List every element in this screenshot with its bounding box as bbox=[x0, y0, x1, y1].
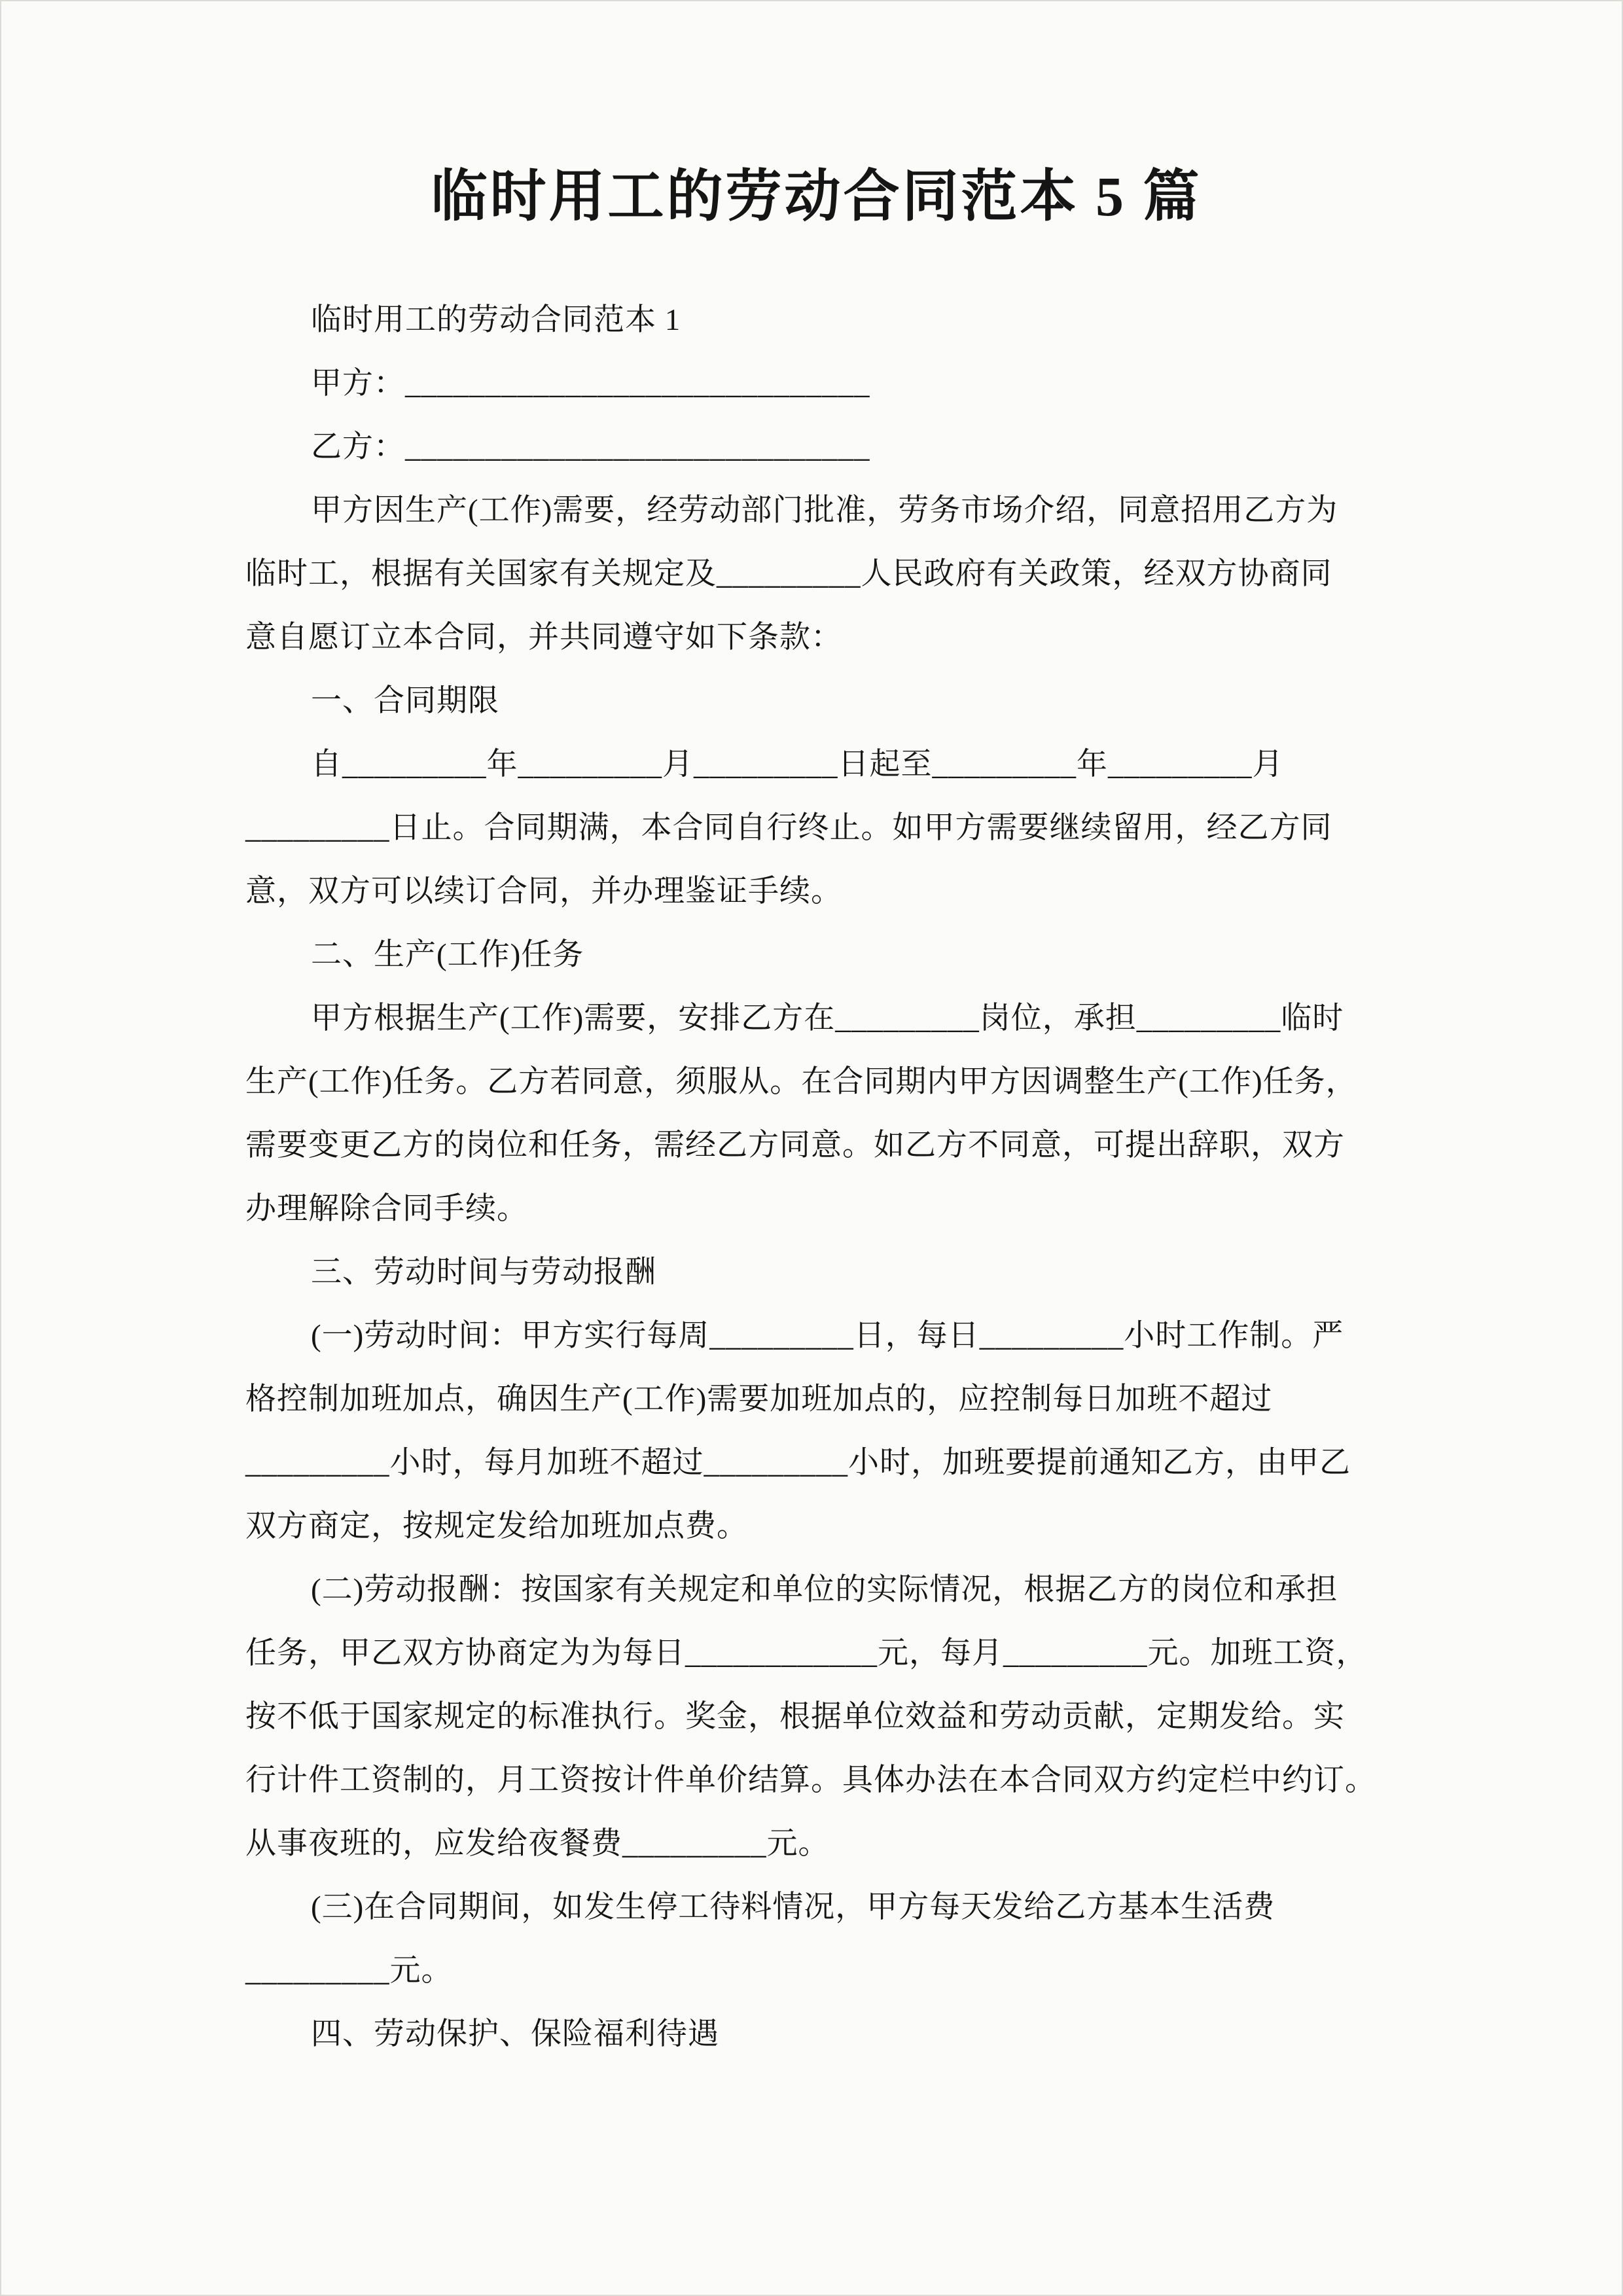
party-b-blank-line: 乙方：_____________________________ bbox=[311, 430, 870, 464]
term-line-3: 意，双方可以续订合同，并办理鉴证手续。 bbox=[245, 874, 842, 908]
worktime-line-1: (一)劳动时间：甲方实行每周_________日，每日_________小时工作制。严 bbox=[311, 1319, 1344, 1353]
pay-line-4: 行计件工资制的，月工资按计件单价结算。具体办法在本合同双方约定栏中约订。 bbox=[245, 1763, 1376, 1797]
worktime-line-4: 双方商定，按规定发给加班加点费。 bbox=[245, 1509, 748, 1543]
section-1-heading: 一、合同期限 bbox=[311, 684, 499, 718]
pay-line-2: 任务，甲乙双方协商定为为每日____________元，每月_________元。加班工资， bbox=[245, 1636, 1368, 1670]
downtime-line-1: (三)在合同期间，如发生停工待料情况，甲方每天发给乙方基本生活费 bbox=[311, 1890, 1275, 1924]
intro-line-3: 意自愿订立本合同，并共同遵守如下条款： bbox=[245, 620, 842, 655]
downtime-line-2: _________元。 bbox=[245, 1954, 453, 1988]
task-line-3: 需要变更乙方的岗位和任务，需经乙方同意。如乙方不同意，可提出辞职，双方 bbox=[245, 1128, 1345, 1162]
task-line-1: 甲方根据生产(工作)需要，安排乙方在_________岗位，承担_________临时 bbox=[311, 1001, 1344, 1035]
pay-line-5: 从事夜班的，应发给夜餐费_________元。 bbox=[245, 1827, 830, 1861]
intro-line-2: 临时工，根据有关国家有关规定及_________人民政府有关政策，经双方协商同 bbox=[245, 557, 1332, 591]
intro-line-1: 甲方因生产(工作)需要，经劳动部门批准，劳务市场介绍，同意招用乙方为 bbox=[311, 493, 1338, 528]
party-a-blank-line: 甲方：_____________________________ bbox=[311, 367, 870, 401]
term-line-2: _________日止。合同期满，本合同自行终止。如甲方需要继续留用，经乙方同 bbox=[245, 811, 1332, 845]
task-line-2: 生产(工作)任务。乙方若同意，须服从。在合同期内甲方因调整生产(工作)任务， bbox=[245, 1065, 1357, 1099]
pay-line-3: 按不低于国家规定的标准执行。奖金，根据单位效益和劳动贡献，定期发给。实 bbox=[245, 1700, 1345, 1734]
worktime-line-2: 格控制加班加点，确因生产(工作)需要加班加点的，应控制每日加班不超过 bbox=[245, 1382, 1273, 1416]
document-body bbox=[245, 289, 1387, 2066]
document-title: 临时用工的劳动合同范本 5 篇 bbox=[431, 165, 1202, 228]
pay-line-1: (二)劳动报酬：按国家有关规定和单位的实际情况，根据乙方的岗位和承担 bbox=[311, 1573, 1338, 1607]
task-line-4: 办理解除合同手续。 bbox=[245, 1192, 528, 1226]
term-line-1: 自_________年_________月_________日起至_________年_________月 bbox=[311, 747, 1284, 781]
section-4-heading: 四、劳动保护、保险福利待遇 bbox=[311, 2017, 719, 2051]
section-2-heading: 二、生产(工作)任务 bbox=[311, 938, 584, 972]
section-3-heading: 三、劳动时间与劳动报酬 bbox=[311, 1255, 656, 1289]
subtitle-template-1: 临时用工的劳动合同范本 1 bbox=[311, 303, 681, 337]
worktime-line-3: _________小时，每月加班不超过_________小时，加班要提前通知乙方，由甲乙 bbox=[245, 1446, 1351, 1480]
